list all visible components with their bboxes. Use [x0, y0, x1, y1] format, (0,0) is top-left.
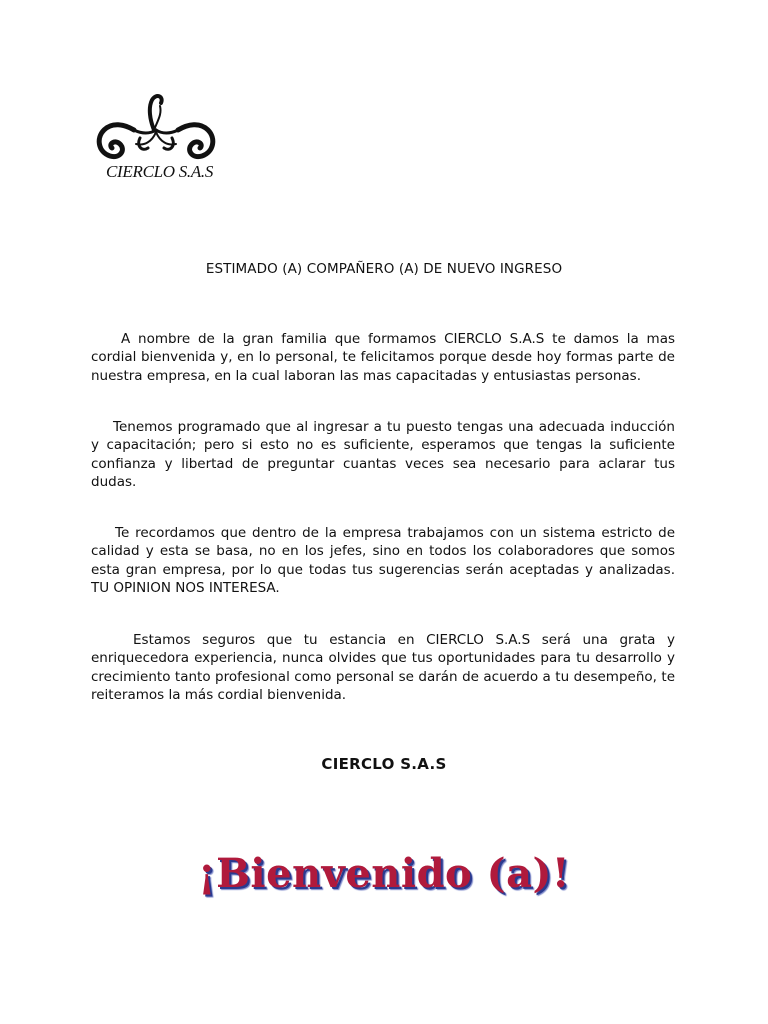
company-logo: [90, 90, 222, 186]
paragraph-4-text: Estamos seguros que tu estancia en CIERCLO S.A.S será una grata y enriquecedora experiencia, nunca olvides que tus oportunidades para tu desarrollo y crecimiento tanto profesional como personal se darán de acuerdo a tu desempeño, te reiteramos la más cordial bienvenida.: [91, 632, 675, 703]
ornament-swirl-icon: [90, 90, 222, 170]
paragraph-2: [91, 418, 675, 491]
paragraph-1-text: A nombre de la gran familia que formamos CIERCLO S.A.S te damos la mas cordial bienvenida y, en lo personal, te felicitamos porque desde hoy formas parte de nuestra empresa, en la cual laboran las mas capacitadas y entusiastas personas.: [91, 331, 675, 384]
logo-text: CIERCLO S.A.S: [106, 162, 214, 181]
paragraph-2-text: Tenemos programado que al ingresar a tu puesto tengas una adecuada inducción y capacitación; pero si esto no es suficiente, esperamos que tengas la suficiente confianza y libertad de preguntar cuantas veces sea necesario para aclarar tus dudas.: [91, 419, 675, 490]
letter-heading: ESTIMADO (A) COMPAÑERO (A) DE NUEVO INGRESO: [205, 261, 563, 277]
welcome-banner: ¡Bienvenido (a)!: [198, 850, 570, 897]
paragraph-1: [91, 330, 675, 385]
paragraph-3-text: Te recordamos que dentro de la empresa trabajamos con un sistema estricto de calidad y esta se basa, no en los jefes, sino en todos los colaboradores que somos esta gran empresa, por lo que todas tus sugerencias serán aceptadas y analizadas. TU OPINION NOS INTERESA.: [91, 525, 675, 596]
signature: CIERCLO S.A.S: [321, 755, 447, 773]
paragraph-3: [91, 524, 675, 597]
paragraph-4: [91, 631, 675, 704]
